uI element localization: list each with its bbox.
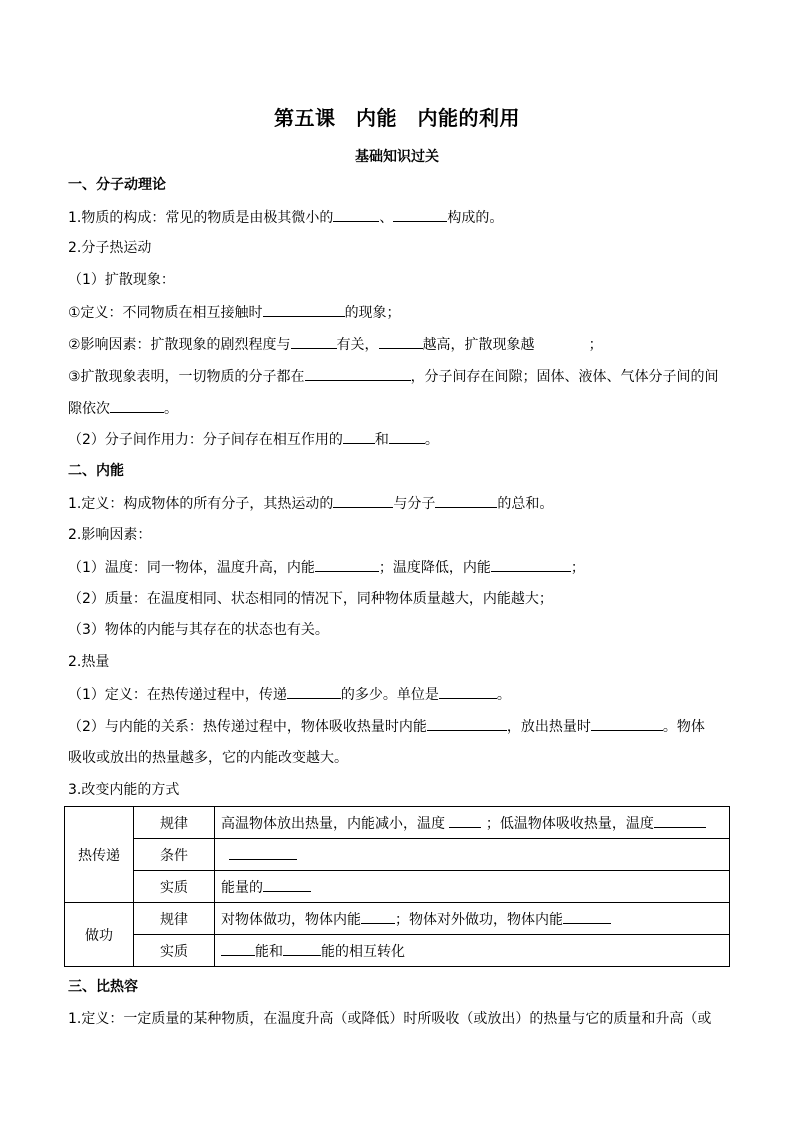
blank-line [393, 207, 447, 222]
blank-line [110, 398, 164, 413]
text-segment: ③扩散现象表明，一切物质的分子都在 [68, 369, 305, 385]
table-row [65, 839, 730, 871]
text-segment: 。 [424, 432, 439, 448]
text-segment: （1）温度：同一物体，温度升高，内能 [68, 560, 315, 576]
text-segment: ； [570, 560, 585, 576]
table-cell: 实质 [134, 935, 215, 967]
table-row [65, 903, 730, 935]
text-line [68, 334, 734, 355]
text-line [68, 716, 734, 737]
blank-line [221, 941, 255, 956]
table-cell: 条件 [134, 839, 215, 871]
text-segment: 对物体做功，物体内能 [221, 911, 361, 928]
text-segment: 和 [374, 432, 389, 448]
text-segment: ，放出热量时 [506, 719, 591, 735]
table-cell: 热传递 [65, 807, 134, 903]
table-cell [215, 935, 730, 967]
blank-line [283, 941, 321, 956]
text-segment: 的现象； [344, 305, 401, 321]
blank-line [427, 716, 507, 731]
text-segment: 1.定义：构成物体的所有分子，其热运动的 [68, 496, 334, 512]
text-segment: ②影响因素：扩散现象的剧烈程度与 [68, 337, 291, 353]
text-line [68, 302, 734, 323]
text-segment: 有关， [336, 337, 379, 353]
text-line: 2.分子热运动 [68, 240, 152, 256]
blank-line [229, 845, 297, 860]
text-line [68, 366, 734, 387]
text-segment: （1）定义：在热传递过程中，传递 [68, 687, 287, 703]
blank-line [379, 334, 423, 349]
blank-line [333, 493, 393, 508]
blank-line [591, 716, 663, 731]
table-row [65, 935, 730, 967]
text-segment: 能量的 [221, 879, 263, 896]
blank-line [491, 557, 571, 572]
energy-change-table [64, 806, 730, 967]
table-row [65, 807, 730, 839]
text-line: 3.改变内能的方式 [68, 782, 180, 798]
text-segment: 。物体 [662, 719, 705, 735]
text-line [68, 557, 734, 578]
text-line: 1.定义：一定质量的某种物质，在温度升高（或降低）时所吸收（或放出）的热量与它的质量和升高（或 [68, 1011, 712, 1027]
blank-line [263, 877, 311, 892]
blank-line [333, 207, 379, 222]
text-segment: 能和 [255, 943, 283, 960]
blank-line [389, 429, 425, 444]
text-segment: ；温度降低，内能 [378, 560, 491, 576]
text-segment: 。 [496, 687, 511, 703]
table-cell [215, 871, 730, 903]
text-segment: ； [588, 337, 603, 353]
table-row [65, 871, 730, 903]
text-line [68, 493, 734, 514]
text-line: （3）物体的内能与其存在的状态也有关。 [68, 622, 329, 638]
blank-line [287, 684, 341, 699]
section-heading-internal-energy: 二、内能 [68, 463, 124, 479]
text-line [68, 207, 734, 228]
blank-line [263, 302, 345, 317]
blank-line [343, 429, 375, 444]
page-subtitle: 基础知识过关 [355, 149, 439, 165]
text-segment: ，分子间存在间隙；固体、液体、气体分子间的间 [410, 369, 719, 385]
blank-line [449, 813, 481, 828]
text-segment: 与分子 [393, 496, 436, 512]
table-cell: 规律 [134, 903, 215, 935]
text-segment: ；低温物体吸收热量，温度 [485, 815, 654, 832]
text-line: （2）质量：在温度相同、状态相同的情况下，同种物体质量越大，内能越大； [68, 591, 553, 607]
table-cell: 规律 [134, 807, 215, 839]
text-segment: 构成的。 [447, 210, 504, 226]
blank-line [315, 557, 379, 572]
text-line: 吸收或放出的热量越多，它的内能改变越大。 [68, 750, 348, 766]
table-cell [215, 903, 730, 935]
blank-line [291, 334, 337, 349]
text-segment: ；物体对外做功，物体内能 [395, 911, 563, 928]
table-cell: 实质 [134, 871, 215, 903]
table-cell [215, 807, 730, 839]
text-segment: 越高，扩散现象越 [422, 337, 535, 353]
text-segment: 的多少。单位是 [340, 687, 439, 703]
text-segment: 的总和。 [497, 496, 554, 512]
section-heading-molecular-theory: 一、分子动理论 [68, 177, 166, 193]
text-segment: 隙依次 [68, 401, 110, 417]
text-segment: 高温物体放出热量，内能减小，温度 [221, 815, 445, 832]
blank-line [435, 493, 497, 508]
blank-line [563, 909, 611, 924]
text-segment: 1.物质的构成：常见的物质是由极其微小的 [68, 210, 334, 226]
text-segment: ①定义：不同物质在相互接触时 [68, 305, 263, 321]
text-line: 2.影响因素： [68, 527, 152, 543]
page-title: 第五课 内能 内能的利用 [274, 106, 520, 130]
blank-line [439, 684, 497, 699]
blank-line [361, 909, 395, 924]
text-segment: 、 [379, 210, 394, 226]
table-cell: 做功 [65, 903, 134, 967]
text-segment: （2）分子间作用力：分子间存在相互作用的 [68, 432, 343, 448]
text-segment: （2）与内能的关系：热传递过程中，物体吸收热量时内能 [68, 719, 427, 735]
text-line: （1）扩散现象： [68, 272, 175, 288]
text-segment: 。 [164, 401, 178, 417]
section-heading-specific-heat: 三、比热容 [68, 979, 138, 995]
blank-line [654, 813, 706, 828]
table-cell [215, 839, 730, 871]
text-line: 2.热量 [68, 654, 110, 670]
text-segment: 能的相互转化 [321, 943, 405, 960]
blank-line [305, 366, 411, 381]
text-line [68, 429, 734, 450]
text-line [68, 398, 734, 419]
text-line [68, 684, 734, 705]
